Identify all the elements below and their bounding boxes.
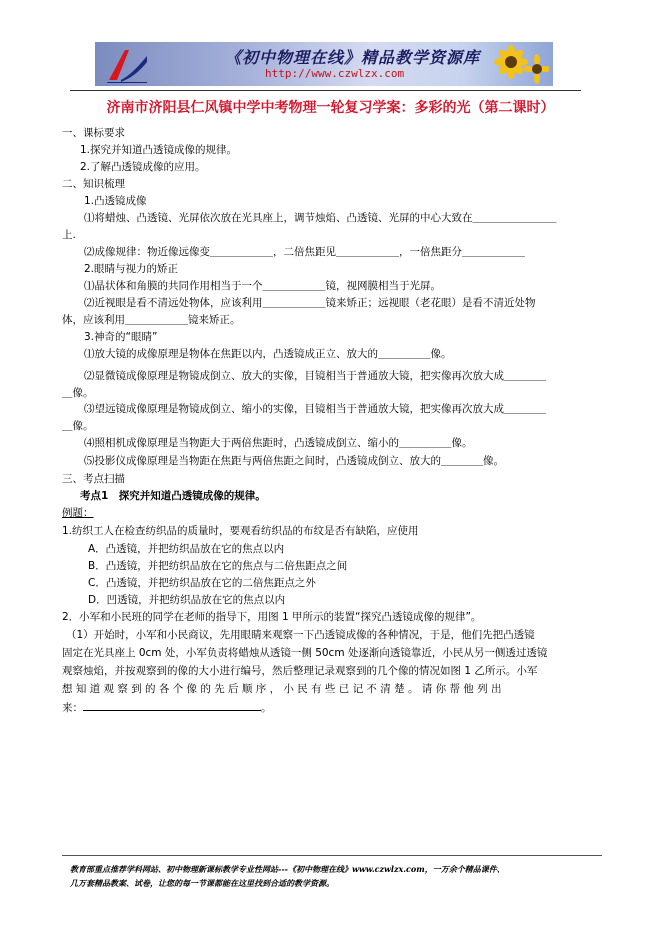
banner-url[interactable]: http://www.czwlzx.com — [265, 67, 405, 80]
footer-line: 教育部重点推荐学科网站、初中物理新课标教学专业性网站---《初中物理在线》www.czwlzx.com，一万余个精品课件、 — [70, 864, 505, 874]
text-line: ＿像。 — [62, 387, 94, 399]
footer-line: 几万套精品教案、试卷，让您的每一节课都能在这里找到合适的教学资源。 — [70, 878, 334, 888]
text-line: ⑸投影仪成像原理是当物距在焦距与两倍焦距之间时，凸透镜成倒立、放大的＿＿＿＿像。 — [84, 455, 504, 467]
example-label: 例题： — [62, 507, 94, 519]
answer-end: 。 — [261, 702, 272, 714]
text-line: 上. — [62, 229, 76, 241]
text-line: ⑴晶状体和角膜的共同作用相当于一个＿＿＿＿＿＿镜，视网膜相当于光屏。 — [84, 280, 441, 292]
text-line: 2.了解凸透镜成像的应用。 — [80, 161, 206, 173]
question-2: 2．小军和小民班的同学在老师的指导下，用图 1 甲所示的装置“探究凸透镜成像的规律”。 — [62, 611, 482, 623]
text-line: 1.探究并知道凸透镜成像的规律。 — [80, 144, 238, 156]
answer-label: 来： — [62, 702, 83, 714]
question-1: 1.纺织工人在检查纺织品的质量时，要观看纺织品的布纹是否有缺陷，应使用 — [62, 525, 419, 537]
option-d: D．凹透镜，并把纺织品放在它的焦点以内 — [88, 594, 286, 606]
text-line: 1.凸透镜成像 — [84, 195, 147, 207]
footer-rule — [62, 855, 602, 856]
header-rule — [70, 90, 581, 91]
text-line: ⑵近视眼是看不清远处物体，应该利用＿＿＿＿＿＿镜来矫正；远视眼（老花眼）是看不清近处物 — [84, 297, 536, 309]
section-heading: 二、知识梳理 — [62, 178, 125, 190]
text-line: 体，应该利用＿＿＿＿＿＿镜来矫正。 — [62, 314, 241, 326]
site-banner — [95, 42, 553, 86]
option-a: A．凸透镜，并把纺织品放在它的焦点以内 — [88, 543, 285, 555]
section-heading: 三、考点扫描 — [62, 473, 125, 485]
text-line: 固定在光具座上 0cm 处，小军负责将蜡烛从透镜一侧 50cm 处逐渐向透镜靠近，小民从另一侧透过透镜 — [62, 647, 548, 659]
text-line: ＿像。 — [62, 420, 94, 432]
text-line: ⑵成像规律：物近像远像变＿＿＿＿＿＿，二倍焦距见＿＿＿＿＿＿，一倍焦距分＿＿＿＿＿＿ — [84, 246, 525, 258]
text-line: 想 知 道 观 察 到 的 各 个 像 的 先 后 顺 序 ， 小 民 有 些 已 记 不 清 楚 。 请 你 帮 他 列 出 — [62, 683, 502, 695]
option-b: B．凸透镜，并把纺织品放在它的焦点与二倍焦距点之间 — [88, 560, 348, 572]
text-line: 观察烛焰，并按观察到的像的大小进行编号，然后整理记录观察到的几个像的情况如图 1 乙所示。小军 — [62, 665, 538, 677]
text-line: ⑴放大镜的成像原理是物体在焦距以内，凸透镜成正立、放大的＿＿＿＿＿像。 — [84, 348, 452, 360]
text-line: ⑷照相机成像原理是当物距大于两倍焦距时，凸透镜成倒立、缩小的＿＿＿＿＿像。 — [84, 437, 473, 449]
text-line: ⑶望远镜成像原理是物镜成倒立、缩小的实像，目镜相当于普通放大镜，把实像再次放大成＿＿＿＿ — [84, 403, 546, 415]
document-title: 济南市济阳县仁风镇中学中考物理一轮复习学案：多彩的光（第二课时） — [106, 100, 555, 116]
text-line: 3.神奇的“眼睛” — [84, 331, 158, 343]
option-c: C．凸透镜，并把纺织品放在它的二倍焦距点之外 — [88, 577, 316, 589]
sunflower-icon — [493, 44, 549, 86]
text-line: 2.眼睛与视力的矫正 — [84, 263, 179, 275]
footer — [70, 862, 610, 890]
answer-blank[interactable] — [83, 700, 261, 711]
site-logo-icon — [103, 46, 151, 84]
text-line: ⑴将蜡烛、凸透镜、光屏依次放在光具座上，调节烛焰、凸透镜、光屏的中心大致在＿＿＿＿＿＿＿＿ — [84, 212, 557, 224]
section-heading: 一、课标要求 — [62, 127, 125, 139]
text-line: （1）开始时，小军和小民商议，先用眼睛来观察一下凸透镜成像的各种情况，于是，他们先把凸透镜 — [66, 629, 535, 641]
banner-title: 《初中物理在线》精品教学资源库 — [225, 48, 481, 67]
exam-point-heading: 考点1 探究并知道凸透镜成像的规律。 — [80, 490, 266, 502]
text-line: ⑵显微镜成像原理是物镜成倒立、放大的实像，目镜相当于普通放大镜，把实像再次放大成＿＿＿＿ — [84, 370, 546, 382]
